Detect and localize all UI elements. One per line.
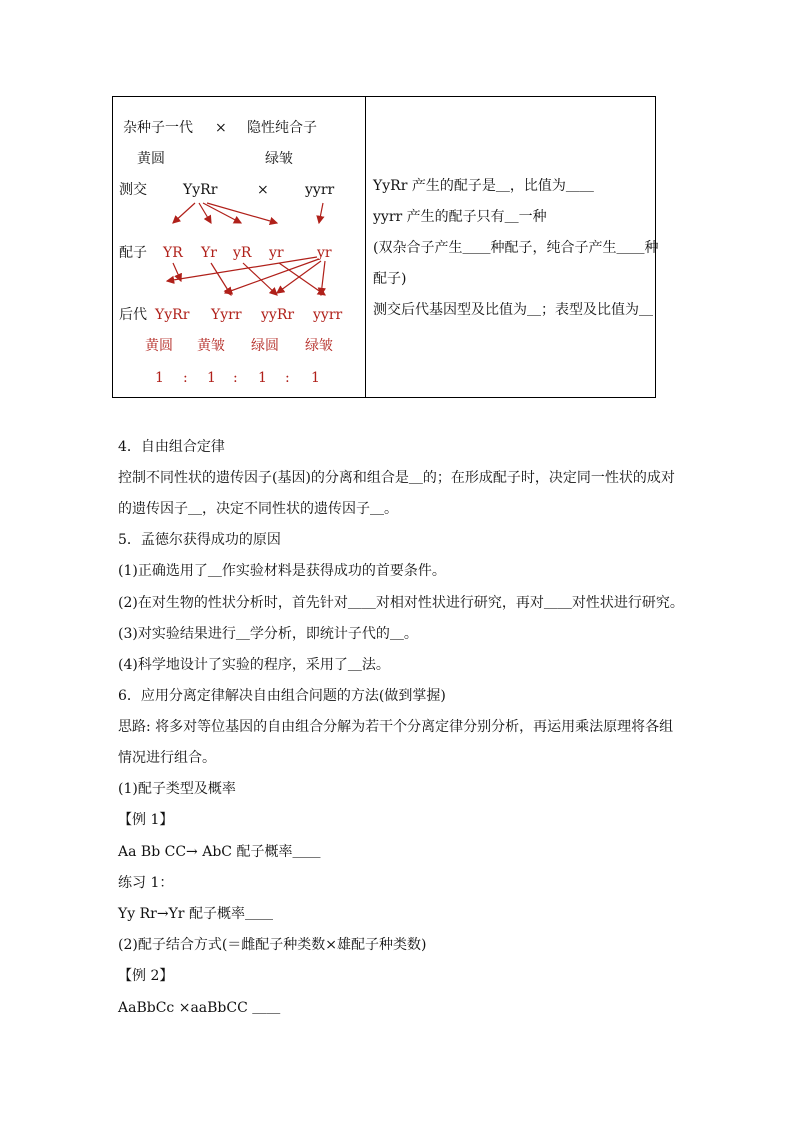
gamete-yr-4: yr xyxy=(269,245,284,261)
right-line-4: 配子) xyxy=(373,271,407,287)
ratio-sep-3: : xyxy=(285,370,290,386)
phenotype-yellow-round: 黄圆 xyxy=(137,151,165,167)
right-line-1: YyRr 产生的配子是＿，比值为＿＿ xyxy=(373,178,594,194)
gamete-yr-1: YR xyxy=(163,245,183,261)
example-label: 【例 1】 xyxy=(118,812,174,828)
offspring-label: 后代 xyxy=(119,307,147,323)
paragraph-line: 控制不同性状的遗传因子(基因)的分离和组合是＿的；在形成配子时，决定同一性状的成对 xyxy=(118,470,675,486)
recessive-label: 隐性纯合子 xyxy=(247,120,317,136)
paragraph-line: 思路: 将多对等位基因的自由组合分解为若干个分离定律分别分析，再运用乘法原理将各组 xyxy=(118,719,674,735)
parent-yyrr-het: YyRr xyxy=(183,182,218,198)
offspring-3: yyRr xyxy=(261,307,295,323)
subheading: (1)配子类型及概率 xyxy=(118,781,236,797)
heading-4: 4．自由组合定律 xyxy=(118,439,225,455)
ratio-sep-1: : xyxy=(183,370,188,386)
ratio-2: 1 xyxy=(207,370,216,386)
example-label: 【例 2】 xyxy=(118,968,174,984)
cross-arrows xyxy=(113,97,365,397)
offspring-phenotype-2: 黄皱 xyxy=(197,338,225,354)
paragraph-line: 情况进行组合。 xyxy=(118,750,216,766)
gamete-label: 配子 xyxy=(119,245,147,261)
example-line: AaBbCc ×aaBbCC ＿＿ xyxy=(118,1000,281,1016)
phenotype-green-wrinkled: 绿皱 xyxy=(265,151,293,167)
paragraph-line: (2)在对生物的性状分析时，首先针对＿＿对相对性状进行研究，再对＿＿对性状进行研究。 xyxy=(118,595,684,611)
cross-sign-2: × xyxy=(257,182,269,198)
testcross-table xyxy=(112,96,659,398)
right-line-2: yyrr 产生的配子只有＿一种 xyxy=(373,209,547,225)
cross-sign: × xyxy=(215,120,227,136)
f1-label: 杂种子一代 xyxy=(123,120,193,136)
right-line-5: 测交后代基因型及比值为＿；表型及比值为＿ xyxy=(373,302,653,318)
gamete-yr-3: yR xyxy=(233,245,252,261)
ratio-sep-2: : xyxy=(233,370,238,386)
paragraph-line: (4)科学地设计了实验的程序，采用了＿法。 xyxy=(118,657,390,673)
paragraph-line: 的遗传因子＿，决定不同性状的遗传因子＿。 xyxy=(118,501,398,517)
gamete-yr-recessive: yr xyxy=(317,245,332,261)
heading-5: 5．孟德尔获得成功的原因 xyxy=(118,532,281,548)
exercise-label: 练习 1： xyxy=(118,875,174,891)
offspring-phenotype-3: 绿圆 xyxy=(251,338,279,354)
testcross-label: 测交 xyxy=(119,182,147,198)
offspring-1: YyRr xyxy=(155,307,190,323)
right-line-3: (双杂合子产生＿＿种配子，纯合子产生＿＿种 xyxy=(373,240,659,256)
offspring-phenotype-4: 绿皱 xyxy=(305,338,333,354)
gamete-yr-2: Yr xyxy=(201,245,217,261)
ratio-4: 1 xyxy=(311,370,320,386)
offspring-4: yyrr xyxy=(313,307,343,323)
exercise-line: Yy Rr→Yr 配子概率＿＿ xyxy=(118,906,273,922)
offspring-phenotype-1: 黄圆 xyxy=(145,338,173,354)
ratio-1: 1 xyxy=(155,370,164,386)
table-divider xyxy=(365,97,366,397)
subheading: (2)配子结合方式(＝雌配子种类数×雄配子种类数) xyxy=(118,937,427,953)
offspring-2: Yyrr xyxy=(211,307,242,323)
parent-yyrr-hom: yyrr xyxy=(305,182,335,198)
heading-6: 6．应用分离定律解决自由组合问题的方法(做到掌握) xyxy=(118,688,446,704)
example-line: Aa Bb CC→ AbC 配子概率＿＿ xyxy=(118,844,321,860)
paragraph-line: (3)对实验结果进行＿学分析，即统计子代的＿。 xyxy=(118,626,418,642)
paragraph-line: (1)正确选用了＿作实验材料是获得成功的首要条件。 xyxy=(118,563,446,579)
ratio-3: 1 xyxy=(258,370,267,386)
